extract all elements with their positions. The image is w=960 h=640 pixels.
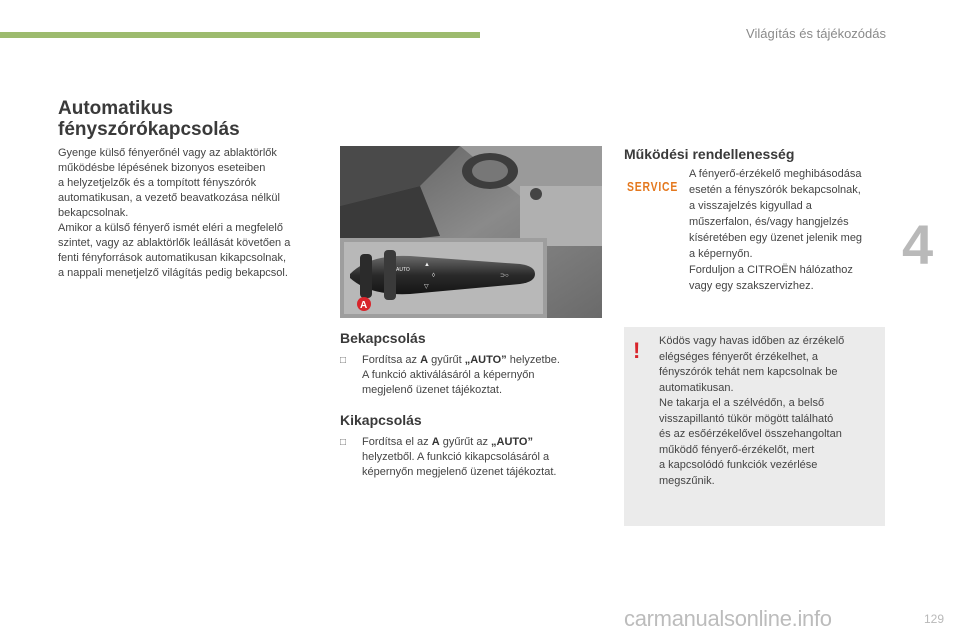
lighting-stalk-photo	[340, 146, 602, 318]
main-title	[58, 98, 240, 140]
warning-line: a kapcsolódó funkciók vezérlése	[659, 459, 818, 471]
bekapcsolas-text: megjelenő üzenet tájékoztat.	[362, 384, 503, 396]
svg-text:▽: ▽	[424, 284, 429, 290]
intro-paragraph	[58, 146, 326, 281]
main-title-line2: fényszórókapcsolás	[58, 119, 240, 140]
kikapcsolas-text: helyzetből. A funkció kikapcsolásáról a	[362, 451, 550, 463]
warning-line: automatikusan.	[659, 381, 734, 394]
svg-text:⊃○: ⊃○	[500, 273, 509, 279]
warning-line: és az esőérzékelővel összehangoltan	[659, 428, 842, 440]
bekapcsolas-title: Bekapcsolás	[340, 330, 426, 346]
kikapcsolas-text: képernyőn megjelenő üzenet tájékoztat.	[362, 466, 557, 478]
main-title-line1: Automatikus	[58, 98, 174, 119]
malfunction-title: Működési rendellenesség	[624, 146, 795, 162]
intro-line: Amikor a külső fényerő ismét eléri a megfelelő	[58, 222, 283, 234]
warning-line: fényszórók tehát nem kapcsolnak be	[659, 366, 838, 378]
step-bullet-icon: □	[340, 437, 347, 448]
service-icon: SERVICE	[627, 179, 679, 194]
kikapcsolas-text: gyűrűt az	[439, 436, 492, 448]
header-accent-bar	[0, 32, 480, 38]
page-number: 129	[923, 612, 944, 626]
warning-text	[659, 334, 879, 489]
auto-ref: „AUTO”	[464, 354, 507, 366]
warning-line: visszapillantó tükör mögött található	[659, 412, 834, 425]
intro-line: a nappali menetjelző világítás pedig bekapcsol.	[58, 267, 288, 279]
kikapcsolas-title: Kikapcsolás	[340, 412, 422, 428]
malfunction-line: kíséretében egy üzenet jelenik meg	[689, 232, 863, 244]
malfunction-text	[689, 166, 889, 294]
svg-text:▲: ▲	[424, 262, 430, 268]
watermark-link[interactable]: carmanualsonline.info	[624, 606, 832, 631]
ring-a-ref: A	[431, 436, 440, 448]
chapter-number: 4	[902, 213, 934, 276]
warning-line: Ne takarja el a szélvédőn, a belső	[659, 397, 825, 409]
intro-line: automatikusan, a vezető beavatkozása nélkül	[58, 192, 280, 204]
kikapcsolas-text: Fordítsa el az	[362, 436, 432, 448]
svg-text:◊: ◊	[432, 273, 435, 279]
bekapcsolas-text: A funkció aktiválásáról a képernyőn	[362, 369, 535, 381]
warning-line: működő fényerő-érzékelőt, mert	[659, 443, 815, 456]
intro-line: bekapcsolnak.	[58, 207, 129, 219]
warning-line: Ködös vagy havas időben az érzékelő	[659, 335, 845, 347]
malfunction-line: műszerfalon, és/vagy hangjelzés	[689, 216, 849, 228]
intro-line: működésbe lépésének bizonyos eseteiben	[58, 162, 266, 174]
label-a-text: A	[360, 300, 368, 311]
malfunction-line: vagy egy szakszervizhez.	[689, 280, 814, 292]
auto-ring-label: AUTO	[396, 267, 410, 273]
intro-line: szintet, vagy az ablaktörlők leállását követően a	[58, 237, 291, 249]
warning-line: megszűnik.	[659, 474, 715, 487]
section-header-title: Világítás és tájékozódás	[746, 26, 886, 41]
warning-line: elégséges fényerőt érzékelhet, a	[659, 350, 818, 363]
malfunction-line: A fényerő-érzékelő meghibásodása	[689, 168, 862, 180]
bekapcsolas-text: helyzetbe.	[506, 354, 560, 366]
intro-line: fenti fényforrások automatikusan kikapcsolnak,	[58, 252, 287, 264]
bekapcsolas-step	[340, 353, 600, 398]
malfunction-line: Forduljon a CITROËN hálózathoz	[689, 264, 853, 276]
intro-line: a helyzetjelzők és a tompított fényszórók	[58, 177, 257, 189]
auto-ref: „AUTO”	[491, 436, 533, 448]
ring-a-ref: A	[420, 354, 429, 366]
step-bullet-icon: □	[340, 355, 347, 366]
bekapcsolas-text: gyűrűt	[428, 354, 465, 366]
kikapcsolas-step	[340, 435, 600, 480]
intro-line: Gyenge külső fényerőnél vagy az ablaktörlők	[58, 147, 277, 159]
exclamation-warning-icon: !	[633, 338, 641, 363]
malfunction-line: a képernyőn.	[689, 248, 753, 260]
bekapcsolas-text: Fordítsa az	[362, 354, 421, 366]
malfunction-line: esetén a fényszórók bekapcsolnak,	[689, 184, 861, 196]
malfunction-line: a visszajelzés kigyullad a	[689, 200, 812, 212]
